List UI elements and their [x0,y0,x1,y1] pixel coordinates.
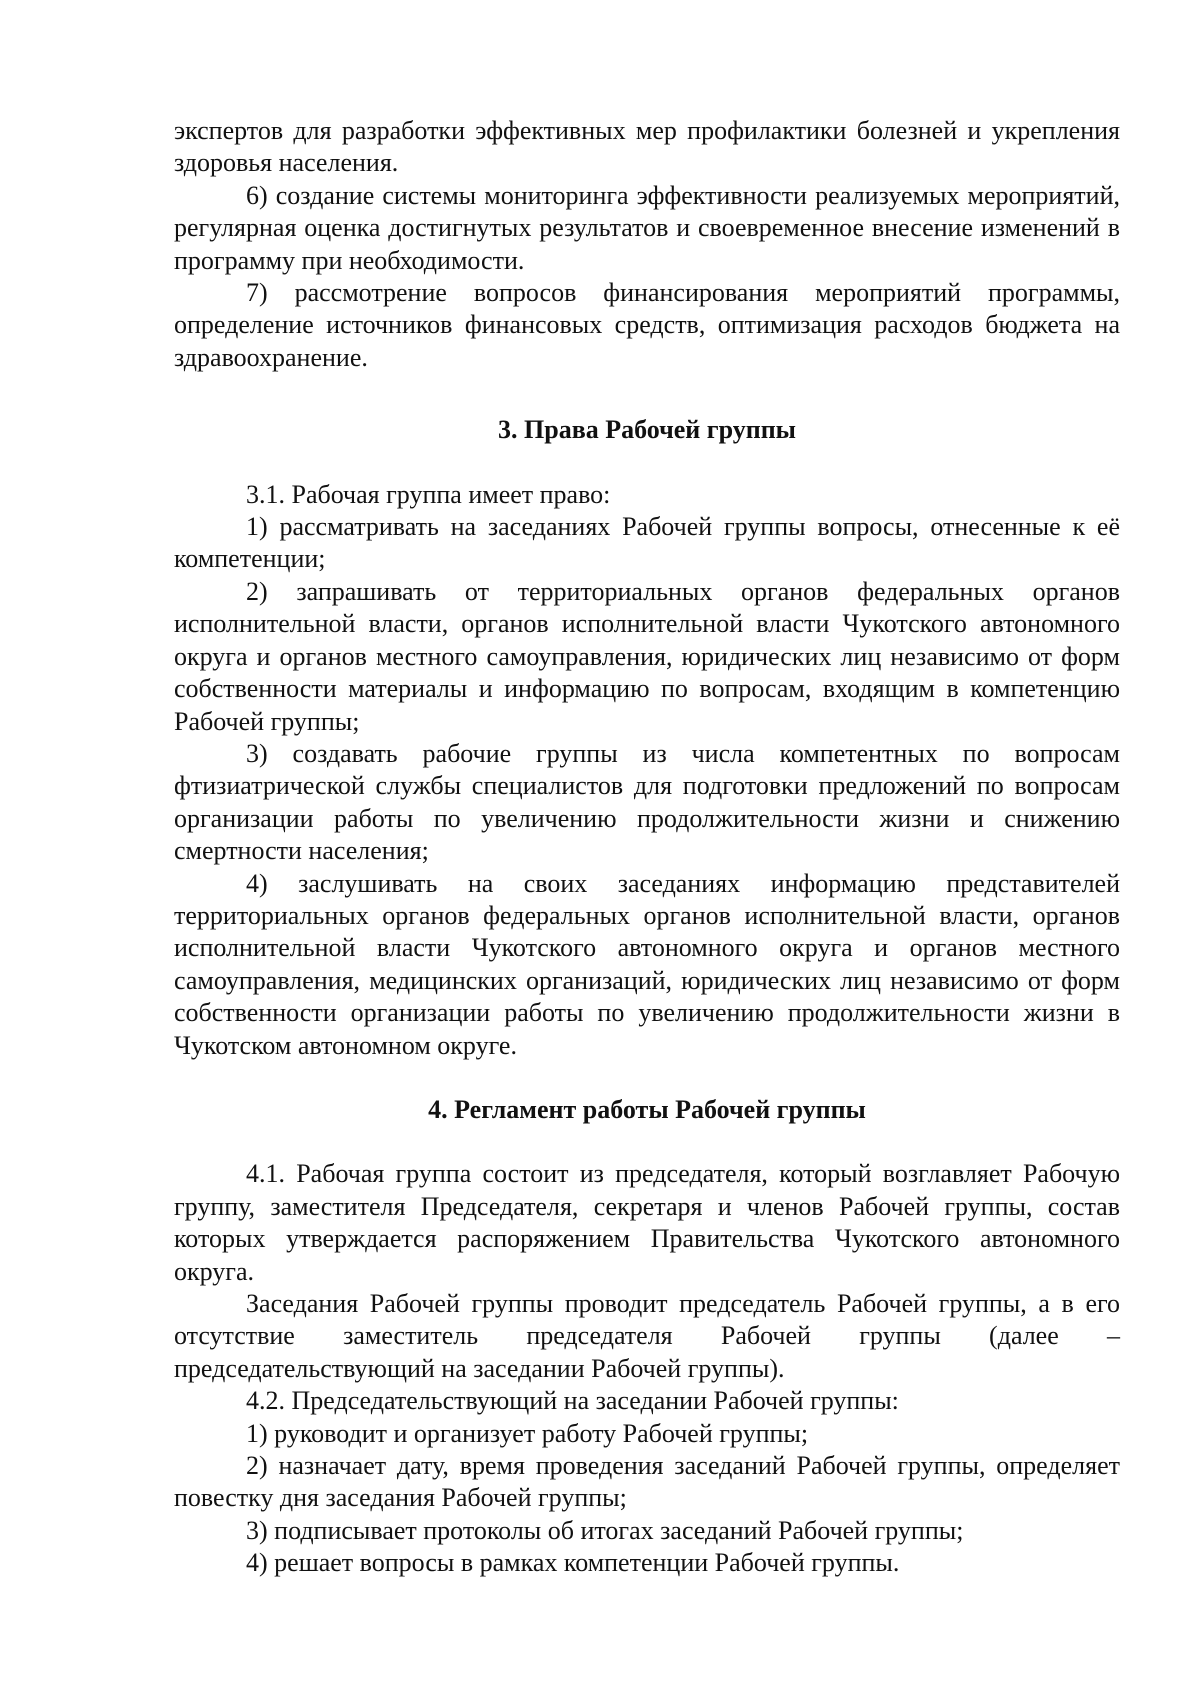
section-4-paragraph: 3) подписывает протоколы об итогах заседаний Рабочей группы; [246,1515,964,1545]
section-3-paragraph: 2) запрашивать от территориальных органов федеральных органов исполнительной власти, органов исполнительной власти Чукотского автономного округа и органов местного самоуправления, юридических лиц независимо от форм собственности материалы и информацию по вопросам, входящим в компетенцию Рабочей группы; [174,576,1120,736]
section-4-paragraph: Заседания Рабочей группы проводит председатель Рабочей группы, а в его отсутствие заместитель председателя Рабочей группы (далее – председательствующий на заседании Рабочей группы). [174,1289,1120,1383]
section-4-paragraph: 2) назначает дату, время проведения заседаний Рабочей группы, определяет повестку дня заседания Рабочей группы; [174,1451,1120,1513]
section-4-paragraph: 4) решает вопросы в рамках компетенции Рабочей группы. [246,1548,900,1578]
intro-item-6: 6) создание системы мониторинга эффективности реализуемых мероприятий, регулярная оценка достигнутых результатов и своевременное внесение изменений в программу при необходимости. [174,180,1120,275]
section-4-paragraph: 1) руководит и организует работу Рабочей группы; [246,1418,809,1448]
intro-paragraph-continuation: экспертов для разработки эффективных мер профилактики болезней и укрепления здоровья населения. [174,116,1120,178]
section-3-paragraph: 3) создавать рабочие группы из числа компетентных по вопросам фтизиатрической службы специалистов для подготовки предложений по вопросам организации работы по увеличению продолжительности жизни и снижению смертности населения; [174,738,1120,866]
section-3-paragraph: 4) заслушивать на своих заседаниях информацию представителей территориальных органов федеральных органов исполнительной власти, органов исполнительной власти Чукотского автономного округа и органов местного самоуправления, медицинских организаций, юридических лиц независимо от форм собственности организации работы по увеличению продолжительности жизни в Чукотском автономном округе. [174,868,1120,1060]
section-3-paragraph: 3.1. Рабочая группа имеет право: [246,479,611,509]
section-4-paragraph: 4.2. Председательствующий на заседании Рабочей группы: [246,1386,899,1416]
document-body [174,115,1120,1580]
section-4-title: 4. Регламент работы Рабочей группы [428,1094,866,1124]
section-3-paragraph: 1) рассматривать на заседаниях Рабочей группы вопросы, отнесенные к её компетенции; [174,512,1120,574]
intro-item-7: 7) рассмотрение вопросов финансирования мероприятий программы, определение источников финансовых средств, оптимизация расходов бюджета на здравоохранение. [174,278,1120,372]
section-3-title: 3. Права Рабочей группы [498,415,796,445]
section-4-paragraph: 4.1. Рабочая группа состоит из председателя, который возглавляет Рабочую группу, заместителя Председателя, секретаря и членов Рабочей группы, состав которых утверждается распоряжением Правительства Чукотского автономного округа. [174,1159,1120,1286]
